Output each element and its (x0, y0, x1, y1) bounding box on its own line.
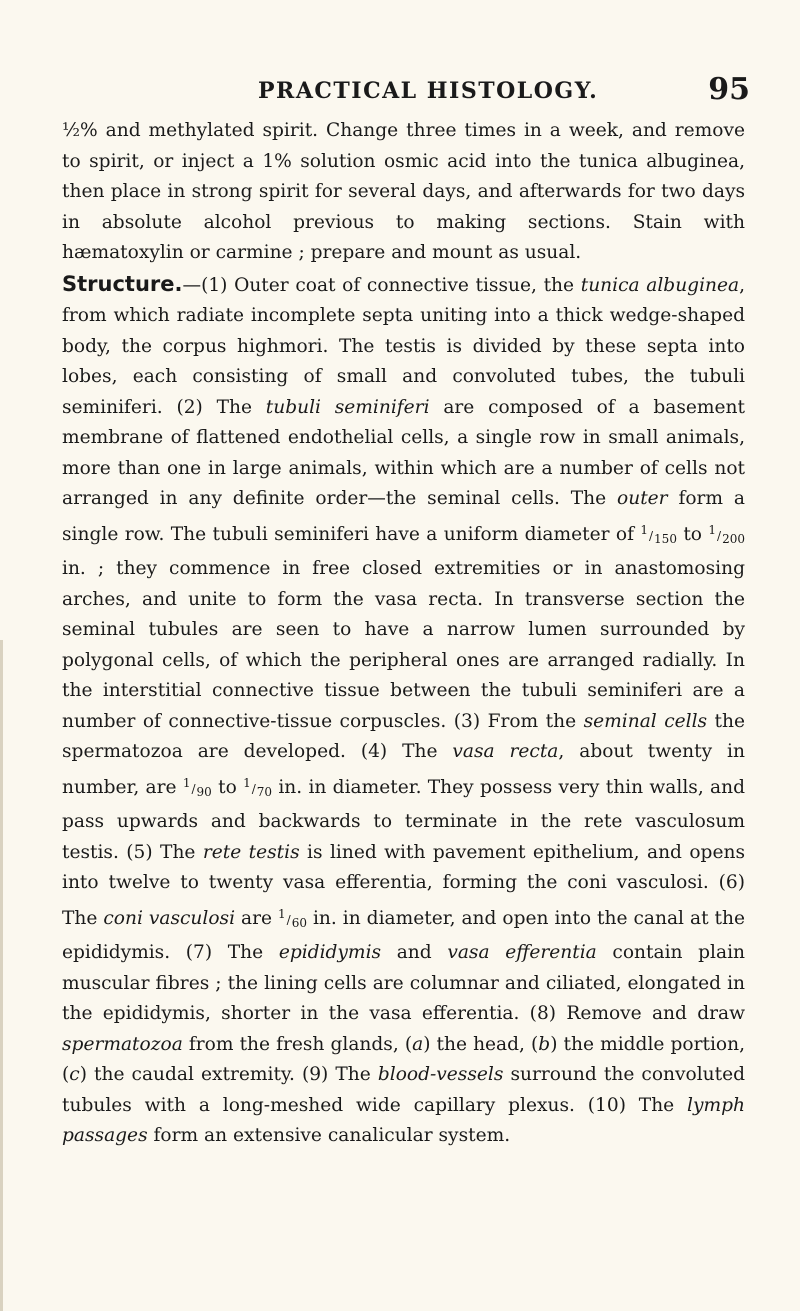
fraction-numerator: 1 (278, 906, 286, 921)
italic-term: outer (617, 488, 668, 509)
italic-term: vasa recta (452, 741, 559, 762)
italic-term: seminal cells (583, 710, 708, 732)
italic-term: lymph passages (62, 1094, 745, 1146)
fraction: 1/90 (182, 775, 212, 799)
text-run: are (235, 907, 278, 929)
text-run: contain plain muscular fibres ; the lining cells are columnar and ciliated, elongated in the epididymis, shorter in the vasa efferentia. (8) Remove and draw (62, 942, 746, 1024)
text-run: , about twenty in number, are (62, 741, 745, 798)
fraction-numerator: 1 (182, 775, 191, 790)
section-heading: Structure. (62, 271, 183, 296)
text-run: form an extensive canalicular system. (147, 1125, 511, 1146)
text-run: and (381, 942, 448, 963)
italic-term: rete testis (202, 841, 300, 863)
fraction-denominator: 200 (722, 531, 745, 546)
italic-term: epididymis (278, 942, 382, 963)
italic-term: blood-vessels (377, 1064, 504, 1085)
fraction-numerator: 1 (640, 522, 648, 537)
italic-term: c (69, 1064, 80, 1085)
fraction: 1/70 (243, 775, 273, 799)
text-run: to (676, 523, 709, 545)
italic-term: vasa efferentia (447, 942, 597, 963)
italic-term: a (412, 1033, 424, 1055)
text-run: are composed of a basement membrane of flattened endothelial cells, a single row in small animals, more than one in large animals, within which are a number of cells not arranged in any definite order—the seminal cells. The (62, 396, 745, 509)
text-run: in. ; they commence in free closed extremities or in anastomosing arches, and unite to form the vasa recta. In transverse section the seminal tubules are seen to have a narrow lumen surrounded by polygonal cells, of which the peripheral ones are arranged radially. In the interstitial connective tissue between the tubuli seminiferi are a number of connective-tissue corpuscles. (3) From the (62, 558, 745, 732)
text-run: is lined with pavement epithelium, and opens into twelve to twenty vasa efferentia, forming the coni vasculosi. (6) The (62, 841, 745, 929)
fraction-numerator: 1 (243, 775, 251, 790)
page-header (0, 72, 800, 108)
text-run: ) the caudal extremity. (9) The (79, 1064, 378, 1085)
text-run: in. in diameter. They possess very thin walls, and pass upwards and backwards to terminate in the rete vasculosum testis. (5) The (62, 776, 745, 863)
fraction-denominator: 90 (196, 784, 212, 799)
text-run: in. in diameter, and open into the canal at the epididymis. (7) The (62, 907, 745, 963)
text-run: to (211, 776, 244, 798)
page-edge-shadow (0, 640, 3, 1311)
fraction-numerator: 1 (708, 522, 717, 537)
fraction: 1/60 (278, 906, 307, 930)
paragraph-preparation (62, 116, 745, 269)
fraction-denominator: 60 (291, 915, 307, 930)
text-run: the spermatozoa are developed. (4) The (62, 710, 745, 762)
italic-term: coni vasculosi (103, 907, 236, 929)
italic-term: tubuli seminiferi (265, 396, 430, 418)
fraction: 1/150 (640, 522, 677, 546)
paragraph-structure (62, 269, 745, 1152)
fraction-denominator: 150 (654, 531, 677, 546)
page-number: 95 (708, 72, 750, 107)
fraction: 1/200 (708, 522, 745, 546)
text-run: form a single row. The tubuli seminiferi have a uniform diameter of (62, 488, 745, 545)
text-run: —(1) Outer coat of connective tissue, the (182, 274, 581, 296)
text-run: from the fresh glands, ( (182, 1033, 413, 1055)
italic-term: b (538, 1033, 551, 1055)
text-run: surround the convoluted tubules with a long-meshed wide capillary plexus. (10) The (62, 1064, 745, 1116)
fraction-denominator: 70 (256, 784, 273, 799)
text-run: ½% and methylated spirit. Change three times in a week, and remove to spirit, or inject a 1% solution osmic acid into the tunica albuginea, then place in strong spirit for several days, and afterwards for two days in absolute alcohol previous to making sections. Stain with hæmatoxylin or carmine ; prepare and mount as usual. (62, 120, 745, 263)
text-run: ) the head, ( (423, 1033, 539, 1055)
body-text (62, 116, 745, 1152)
text-run: , from which radiate incomplete septa uniting into a thick wedge-shaped body, the corpus highmori. The testis is divided by these septa into lobes, each consisting of small and convoluted tubes, the tubuli seminiferi. (2) The (62, 274, 746, 418)
text-run: ) the middle portion, ( (62, 1033, 745, 1085)
italic-term: tunica albuginea (580, 274, 740, 296)
running-title: PRACTICAL HISTOLOGY. (258, 78, 599, 104)
italic-term: spermatozoa (62, 1033, 183, 1055)
